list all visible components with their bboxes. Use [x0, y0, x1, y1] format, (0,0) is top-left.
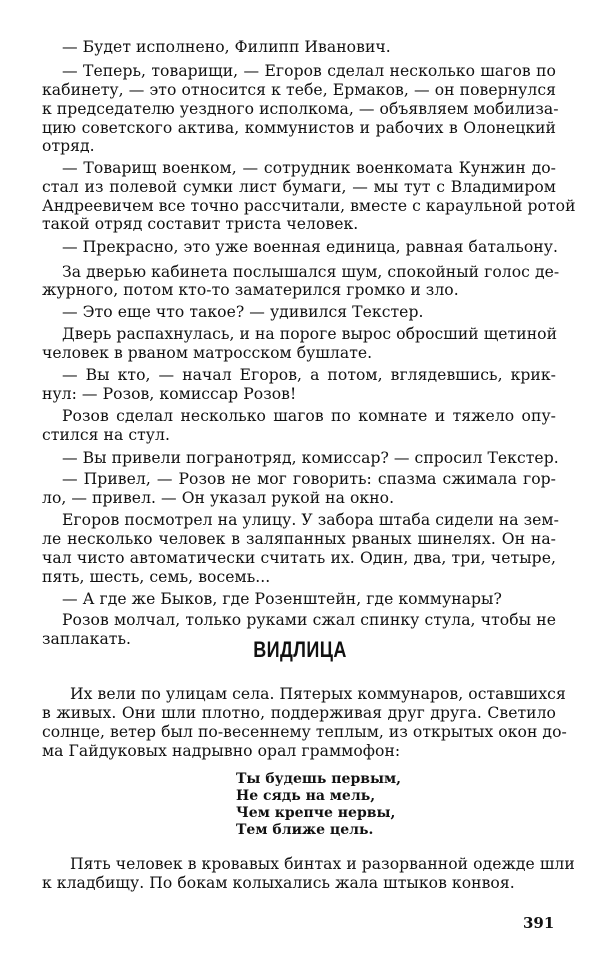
text-line: — Это еще что такое? — удивился Текстер. [62, 303, 424, 321]
text-line: — Товарищ военком, — сотрудник военкомата Кунжин до- [62, 159, 556, 177]
text-line: За дверью кабинета послышался шум, спокойный голос де- [62, 263, 560, 281]
text-line: нул: — Розов, комиссар Розов! [42, 385, 297, 403]
text-line: Пять человек в кровавых бинтах и разорванной одежде шли [70, 855, 575, 873]
poem-line: Не сядь на мель, [236, 788, 376, 804]
text-line: Их вели по улицам села. Пятерых коммунаров, оставшихся [70, 685, 566, 703]
text-line: солнце, ветер был по-весеннему теплым, из открытых окон до- [42, 723, 567, 741]
page-number: 391 [523, 914, 555, 932]
text-line: — А где же Быков, где Розенштейн, где коммунары? [62, 590, 502, 608]
poem-line: Чем крепче нервы, [236, 805, 396, 821]
text-line: к кладбищу. По бокам колыхались жала штыков конвоя. [42, 874, 515, 892]
text-line: Розов молчал, только руками сжал спинку стула, чтобы не [62, 611, 556, 629]
text-line: Розов сделал несколько шагов по комнате и тяжело опу- [62, 407, 556, 425]
poem-line: Ты будешь первым, [236, 771, 402, 787]
chapter-heading: ВИДЛИЦА [253, 637, 347, 662]
text-line: ло, — привел. — Он указал рукой на окно. [42, 489, 395, 507]
text-line: человек в рваном матросском бушлате. [42, 344, 373, 362]
text-line: стился на стул. [42, 426, 170, 444]
text-line: ле несколько человек в заляпанных рваных шинелях. Он на- [42, 530, 556, 548]
poem-line: Тем ближе цель. [236, 822, 374, 838]
text-line: — Вы привели погранотряд, комиссар? — спросил Текстер. [62, 449, 559, 467]
text-line: кабинету, — это относится к тебе, Ермаков, — он повернулся [42, 81, 556, 99]
text-line: пять, шесть, семь, восемь... [42, 568, 271, 586]
text-line: к председателю уездного исполкома, — объявляем мобилиза- [42, 100, 559, 118]
text-line: — Привел, — Розов не мог говорить: спазма сжимала гор- [62, 470, 556, 488]
text-line: — Прекрасно, это уже военная единица, равная батальону. [62, 238, 558, 256]
text-line: такой отряд составит триста человек. [42, 215, 359, 233]
text-line: в живых. Они шли плотно, поддерживая друг друга. Светило [42, 704, 556, 722]
text-line: отряд. [42, 137, 95, 155]
text-line: журного, потом кто-то заматерился громко и зло. [42, 281, 459, 299]
text-line: стал из полевой сумки лист бумаги, — мы тут с Владимиром [42, 178, 556, 196]
text-line: Андреевичем все точно рассчитали, вместе с караульной ротой [42, 197, 576, 215]
text-line: ма Гайдуковых надрывно орал граммофон: [42, 742, 401, 760]
text-line: Егоров посмотрел на улицу. У забора штаба сидели на зем- [62, 511, 559, 529]
text-line: чал чисто автоматически считать их. Один, два, три, четыре, [42, 549, 556, 567]
text-line: — Вы кто, — начал Егоров, а потом, вглядевшись, крик- [62, 366, 556, 384]
text-line: заплакать. [42, 630, 132, 648]
text-line: цию советского актива, коммунистов и рабочих в Олонецкий [42, 119, 556, 137]
text-line: Дверь распахнулась, и на пороге вырос обросший щетиной [62, 325, 558, 343]
text-line: — Будет исполнено, Филипп Иванович. [62, 38, 391, 56]
text-line: — Теперь, товарищи, — Егоров сделал несколько шагов по [62, 62, 556, 80]
